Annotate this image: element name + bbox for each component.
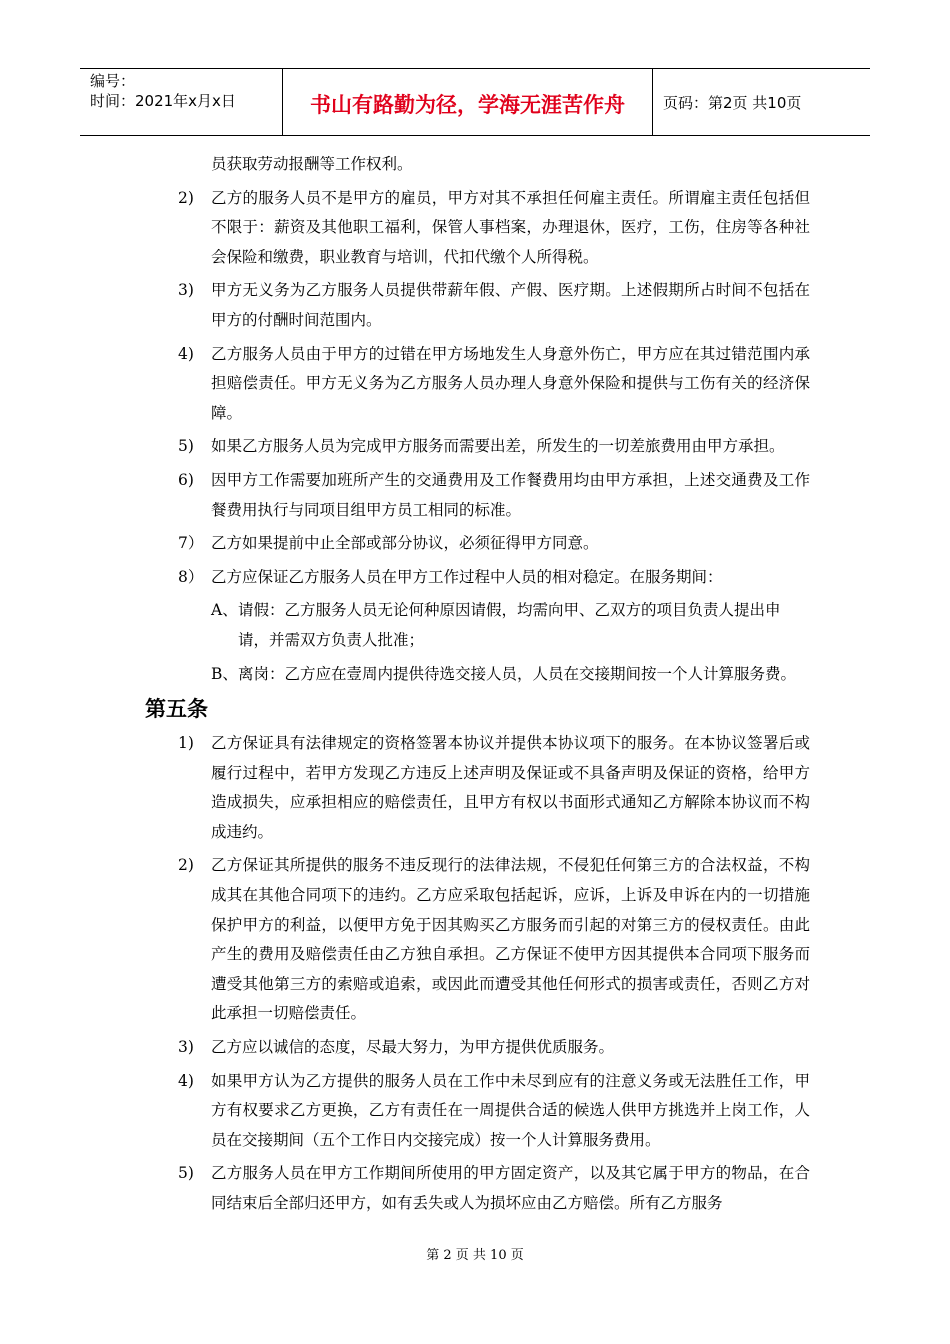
sub-list-item — [211, 596, 810, 655]
item-number: 4) — [178, 1071, 194, 1090]
item-text: 如果甲方认为乙方提供的服务人员在工作中未尽到应有的注意义务或无法胜任工作，甲方有权要求乙方更换，乙方有责任在一周提供合适的候选人供甲方挑选并上岗工作，人员在交接期间（五个工作日内交接完成）按一个人计算服务费用。 — [211, 1071, 810, 1149]
list-item — [178, 432, 810, 462]
item-number: 6) — [178, 470, 194, 489]
list-item — [178, 340, 810, 429]
list-item — [178, 276, 810, 335]
list-item — [178, 1159, 810, 1218]
continued-text: 员获取劳动报酬等工作权利。 — [211, 155, 413, 173]
item-number: 8） — [178, 567, 204, 586]
item-number: B、 — [211, 664, 238, 683]
item-number: 3) — [178, 1038, 194, 1057]
item-text: 乙方如果提前中止全部或部分协议，必须征得甲方同意。 — [211, 534, 599, 553]
section-four-list — [0, 184, 950, 593]
section-five-list — [0, 729, 950, 1219]
header-motto: 书山有路勤为径，学海无涯苦作舟 — [282, 69, 653, 135]
list-item — [178, 529, 810, 559]
item-number: 5) — [178, 1164, 194, 1183]
list-item — [178, 466, 810, 525]
item-text: 因甲方工作需要加班所产生的交通费用及工作餐费用均由甲方承担，上述交通费及工作餐费用执行与同项目组甲方员工相同的标准。 — [211, 470, 810, 519]
list-item — [178, 729, 810, 847]
document-number-label: 编号： — [90, 72, 136, 90]
page-header — [80, 68, 870, 136]
header-meta — [80, 69, 282, 135]
item-number: 1) — [178, 734, 194, 753]
item-number: 2) — [178, 188, 194, 207]
item-text: 乙方服务人员在甲方工作期间所使用的甲方固定资产，以及其它属于甲方的物品，在合同结束后全部归还甲方，如有丢失或人为损坏应由乙方赔偿。所有乙方服务 — [211, 1164, 810, 1212]
item-number: 2) — [178, 856, 194, 875]
document-date-label: 时间：2021年x月x日 — [90, 92, 236, 110]
item-number: A、 — [211, 601, 238, 620]
item-number: 4) — [178, 344, 194, 363]
sub-item-list — [0, 596, 950, 689]
list-item — [178, 851, 810, 1029]
list-item — [178, 563, 810, 593]
item-text: 乙方保证其所提供的服务不违反现行的法律法规，不侵犯任何第三方的合法权益，不构成其在其他合同项下的违约。乙方应采取包括起诉，应诉，上诉及申诉在内的一切措施保护甲方的利益，以便甲方免于因其购买乙方服务而引起的对第三方的侵权责任。由此产生的费用及赔偿责任由乙方独自承担。乙方保证不使甲方因其提供本合同项下服务而遭受其他第三方的索赔或追索，或因此而遭受其他任何形式的损害或责任，否则乙方对此承担一切赔偿责任。 — [211, 856, 810, 1023]
list-item — [178, 1033, 810, 1063]
item-text: 乙方保证具有法律规定的资格签署本协议并提供本协议项下的服务。在本协议签署后或履行过程中，若甲方发现乙方违反上述声明及保证或不具备声明及保证的资格，给甲方造成损失，应承担相应的赔偿责任，且甲方有权以书面形式通知乙方解除本协议而不构成违约。 — [211, 734, 810, 841]
list-item — [178, 1067, 810, 1156]
item-number: 3) — [178, 281, 194, 300]
item-text: 甲方无义务为乙方服务人员提供带薪年假、产假、医疗期。上述假期所占时间不包括在甲方的付酬时间范围内。 — [211, 281, 810, 329]
item-text: 乙方应保证乙方服务人员在甲方工作过程中人员的相对稳定。在服务期间： — [211, 567, 723, 586]
document-body — [0, 150, 950, 1223]
item-number: 7） — [178, 534, 204, 553]
item-number: 5) — [178, 437, 194, 456]
section-five-title: 第五条 — [145, 697, 208, 722]
item-text: 乙方的服务人员不是甲方的雇员，甲方对其不承担任何雇主责任。所谓雇主责任包括但不限于：薪资及其他职工福利，保管人事档案，办理退休，医疗，工伤，住房等各种社会保险和缴费，职业教育与培训，代扣代缴个人所得税。 — [211, 188, 810, 266]
header-page-number: 页码：第2页 共10页 — [663, 93, 802, 112]
item-text: 请假：乙方服务人员无论何种原因请假，均需向甲、乙双方的项目负责人提出申请，并需双方负责人批准； — [238, 601, 781, 649]
item-text: 离岗：乙方应在壹周内提供待选交接人员，人员在交接期间按一个人计算服务费。 — [238, 664, 797, 683]
item-text: 乙方应以诚信的态度，尽最大努力，为甲方提供优质服务。 — [211, 1038, 615, 1057]
item-text: 如果乙方服务人员为完成甲方服务而需要出差，所发生的一切差旅费用由甲方承担。 — [211, 437, 785, 456]
page-footer: 第 2 页 共 10 页 — [426, 1248, 524, 1263]
item-text: 乙方服务人员由于甲方的过错在甲方场地发生人身意外伤亡，甲方应在其过错范围内承担赔偿责任。甲方无义务为乙方服务人员办理人身意外保险和提供与工伤有关的经济保障。 — [211, 344, 810, 422]
list-item — [178, 184, 810, 273]
sub-list-item — [211, 660, 810, 690]
